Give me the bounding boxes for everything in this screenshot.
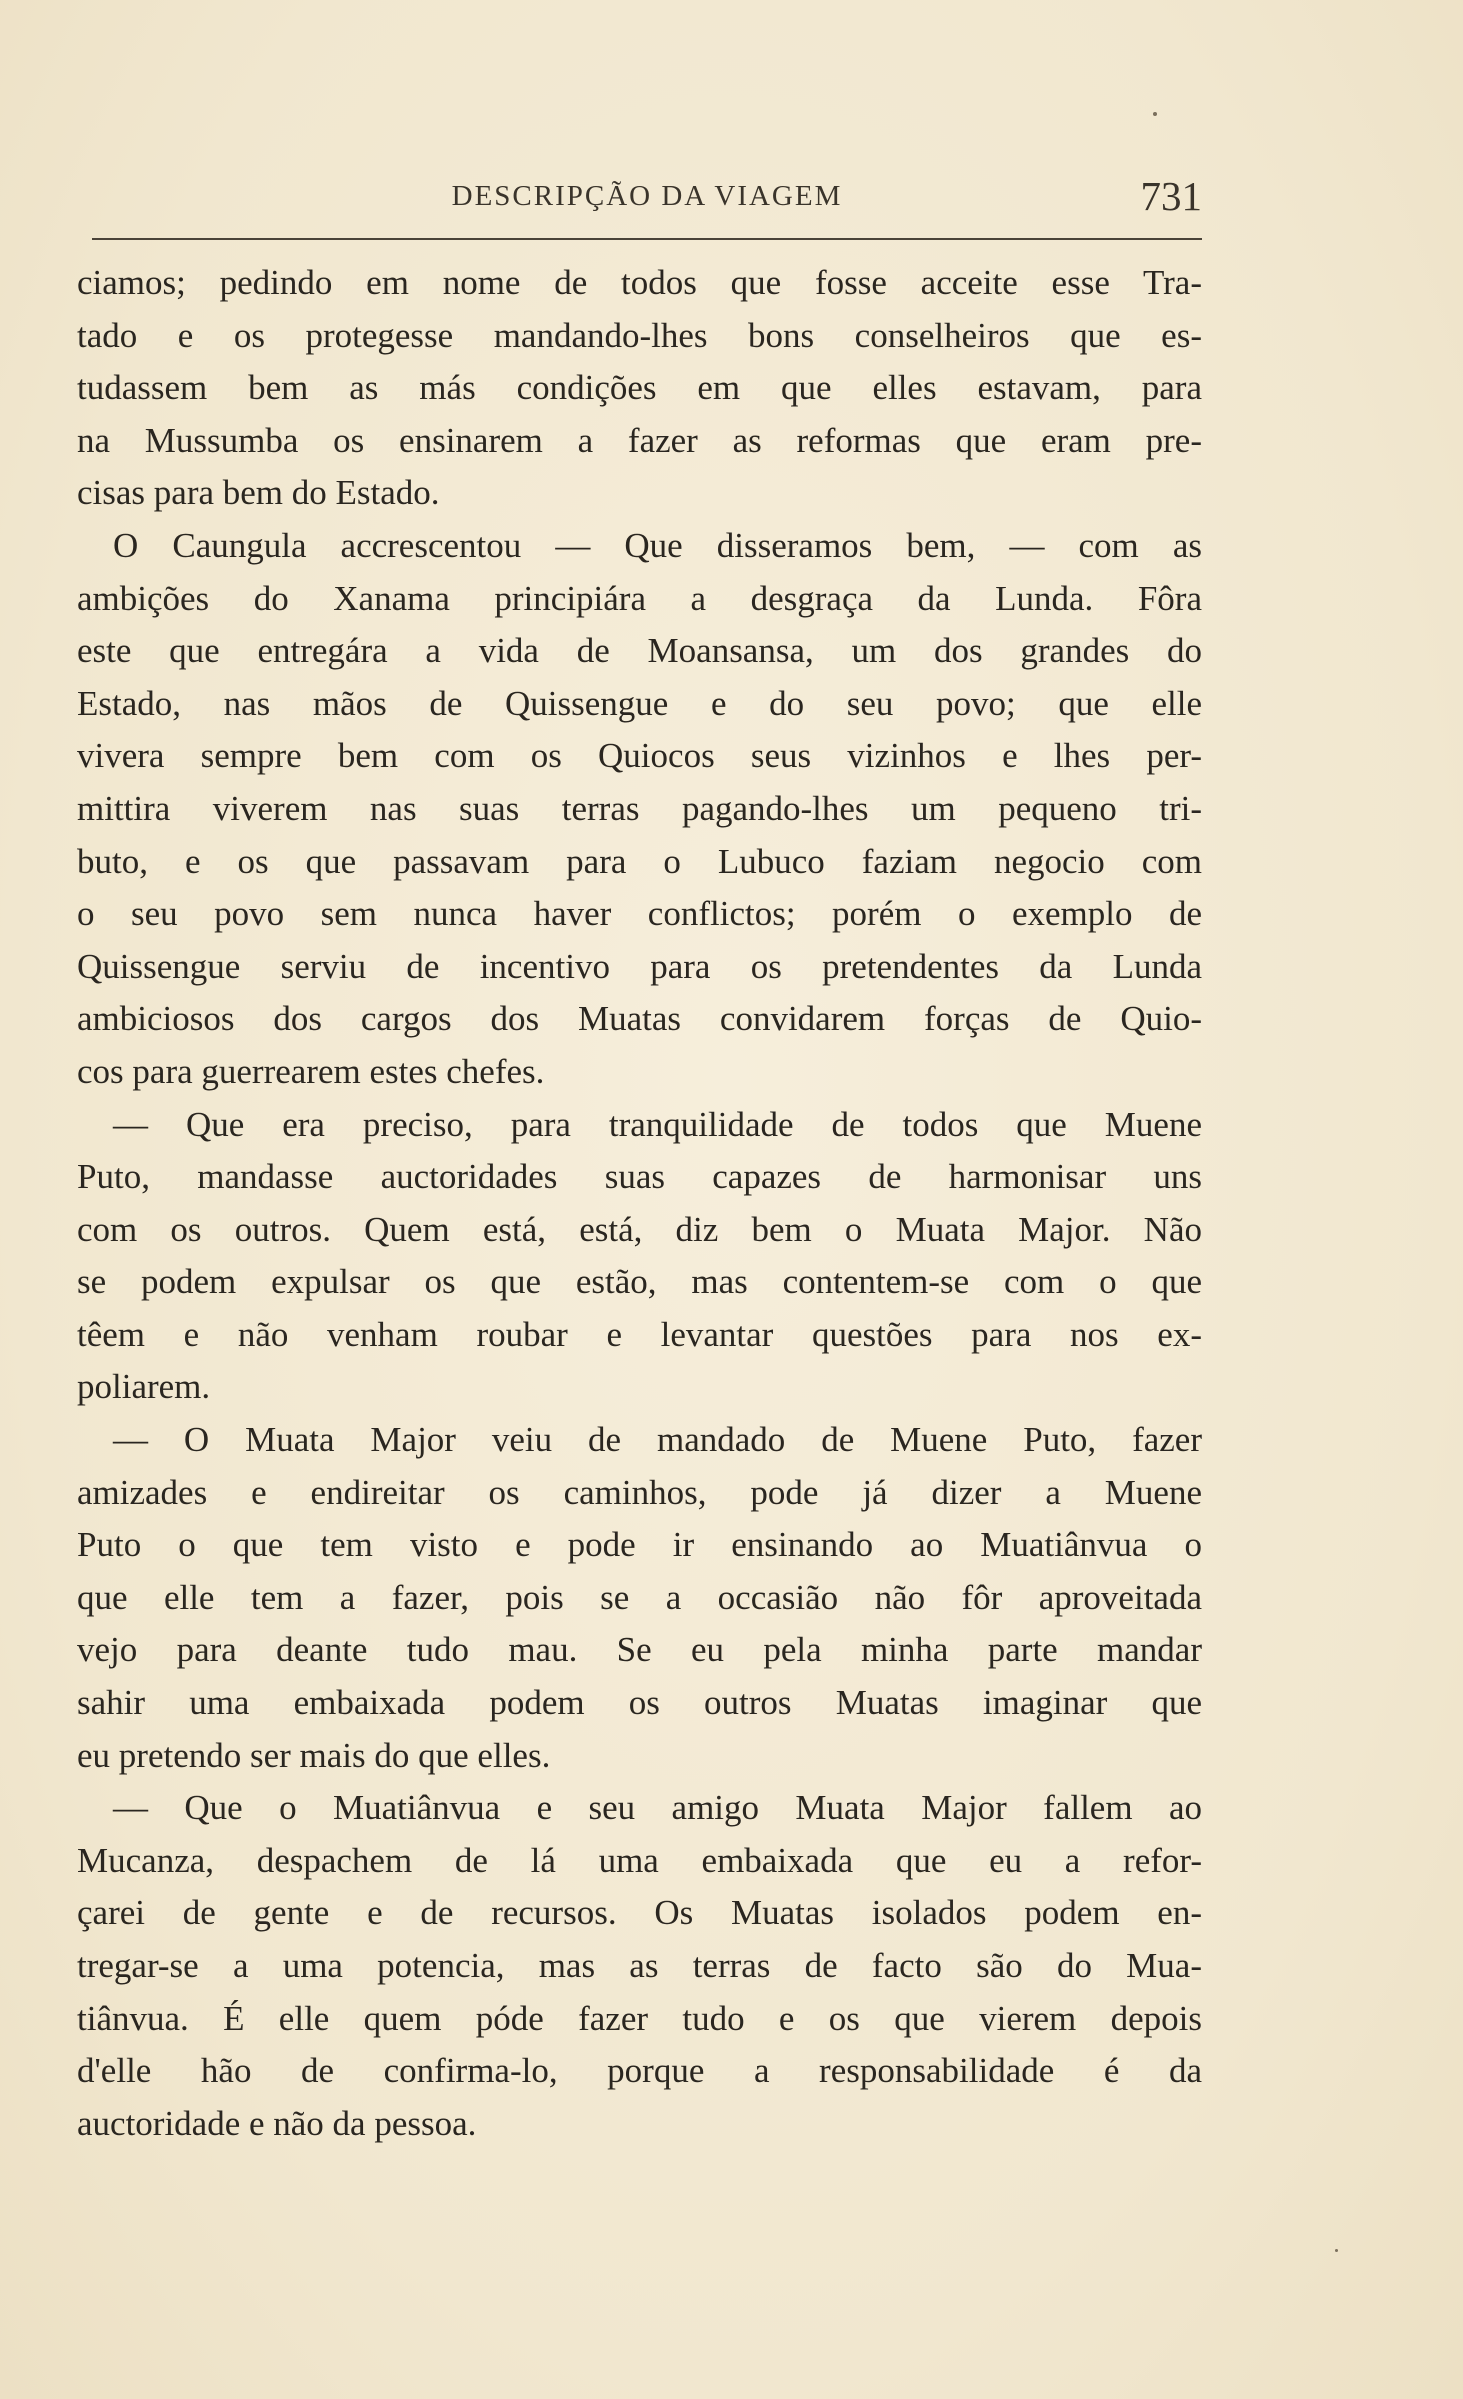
text-line: Puto o que tem visto e pode ir ensinando ao Muatiânvua o (77, 1525, 1202, 1565)
text-line: Estado, nas mãos de Quissengue e do seu povo; que elle (77, 683, 1202, 723)
text-line: tiânvua. É elle quem póde fazer tudo e os que vierem depois (77, 1998, 1202, 2038)
text-line: vejo para deante tudo mau. Se eu pela minha parte mandar (77, 1630, 1202, 1670)
body-text (77, 257, 1202, 2150)
text-line: tregar-se a uma potencia, mas as terras de facto são do Mua- (77, 1946, 1202, 1985)
text-line: — Que o Muatiânvua e seu amigo Muata Major fallem ao (113, 1788, 1202, 1828)
text-line: o seu povo sem nunca haver conflictos; porém o exemplo de (77, 894, 1202, 934)
text-line: este que entregára a vida de Moansansa, um dos grandes do (77, 631, 1202, 671)
text-line: se podem expulsar os que estão, mas contentem-se com o que (77, 1262, 1202, 1302)
text-line: d'elle hão de confirma-lo, porque a responsabilidade é da (77, 2051, 1202, 2091)
text-line: têem e não venham roubar e levantar questões para nos ex- (77, 1314, 1202, 1354)
text-line: cos para guerrearem estes chefes. (77, 1051, 545, 1091)
page-number: 731 (1140, 173, 1202, 219)
text-line: ambiciosos dos cargos dos Muatas convidarem forças de Quio- (77, 999, 1202, 1039)
text-line: buto, e os que passavam para o Lubuco faziam negocio com (77, 841, 1202, 881)
text-line: tudassem bem as más condições em que elles estavam, para (77, 368, 1202, 408)
text-line: vivera sempre bem com os Quiocos seus vizinhos e lhes per- (77, 736, 1202, 776)
text-line: com os outros. Quem está, está, diz bem o Muata Major. Não (77, 1209, 1202, 1249)
text-line: çarei de gente e de recursos. Os Muatas isolados podem en- (77, 1893, 1202, 1933)
header-rule (92, 238, 1202, 240)
text-line: Mucanza, despachem de lá uma embaixada que eu a refor- (77, 1840, 1202, 1880)
text-line: — Que era preciso, para tranquilidade de todos que Muene (113, 1104, 1202, 1144)
text-line: poliarem. (77, 1367, 211, 1407)
text-line: ciamos; pedindo em nome de todos que fosse acceite esse Tra- (77, 263, 1202, 302)
text-line: cisas para bem do Estado. (77, 473, 440, 513)
text-line: ambições do Xanama principiára a desgraça da Lunda. Fôra (77, 578, 1202, 618)
text-line: eu pretendo ser mais do que elles. (77, 1735, 551, 1775)
text-line: tado e os protegesse mandando-lhes bons conselheiros que es- (77, 315, 1202, 355)
text-line: que elle tem a fazer, pois se a occasião não fôr aproveitada (77, 1577, 1202, 1617)
paper-speck (1335, 2249, 1338, 2252)
page-header (92, 172, 1202, 222)
text-line: na Mussumba os ensinarem a fazer as reformas que eram pre- (77, 420, 1202, 460)
text-line: amizades e endireitar os caminhos, pode já dizer a Muene (77, 1472, 1202, 1512)
text-line: auctoridade e não da pessoa. (77, 2103, 477, 2143)
text-line: O Caungula accrescentou — Que disseramos bem, — com as (113, 525, 1202, 565)
text-line: Quissengue serviu de incentivo para os pretendentes da Lunda (77, 946, 1202, 986)
text-line: sahir uma embaixada podem os outros Muatas imaginar que (77, 1683, 1202, 1723)
text-line: — O Muata Major veiu de mandado de Muene Puto, fazer (113, 1420, 1202, 1460)
text-line: mittira viverem nas suas terras pagando-lhes um pequeno tri- (77, 788, 1202, 828)
text-line: Puto, mandasse auctoridades suas capazes de harmonisar uns (77, 1157, 1202, 1197)
paper-speck (1153, 112, 1157, 116)
running-title: DESCRIPÇÃO DA VIAGEM (451, 180, 843, 212)
